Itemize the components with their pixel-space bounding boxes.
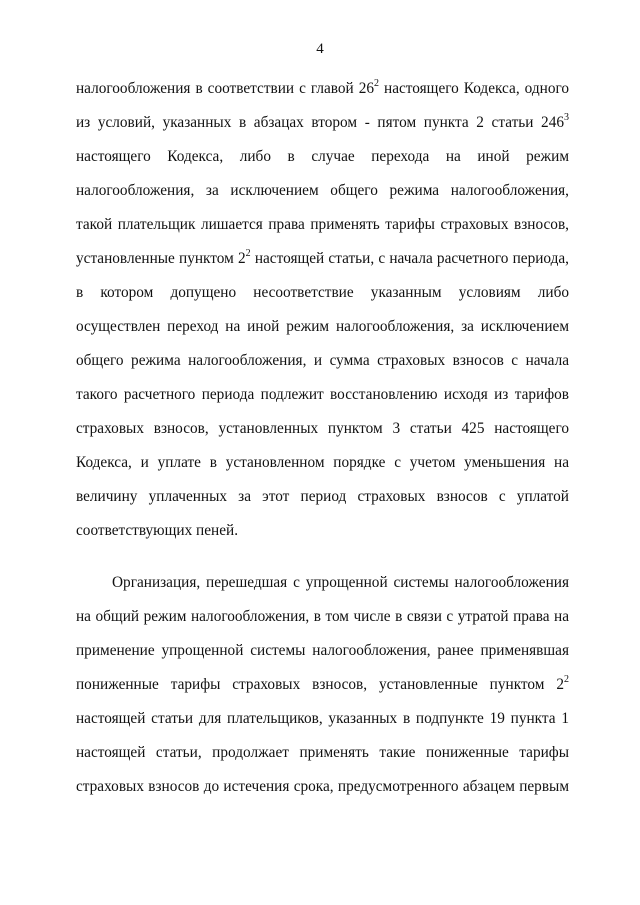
- text-line: [76, 566, 569, 600]
- page-number: 4: [316, 41, 324, 57]
- text-run: соответствующих пеней.: [76, 522, 239, 539]
- superscript: 3: [564, 112, 569, 123]
- text-run: такого расчетного периода подлежит восстановлению исходя из тарифов: [76, 386, 569, 403]
- text-run: величину уплаченных за этот период страховых взносов с уплатой: [76, 488, 569, 505]
- text-run: Кодекса, и уплате в установленном порядке с учетом уменьшения на: [76, 454, 569, 471]
- text-line: [76, 174, 569, 208]
- text-run: страховых взносов, установленных пунктом 3 статьи 425 настоящего: [76, 420, 569, 437]
- text-run: на общий режим налогообложения, в том числе в связи с утратой права на: [76, 608, 569, 625]
- text-line: [76, 208, 569, 242]
- text-line: [76, 770, 569, 804]
- text-line: [76, 514, 569, 548]
- text-line: [76, 668, 569, 702]
- text-run: настоящей статьи, с начала расчетного периода,: [250, 250, 570, 267]
- superscript: 2: [245, 248, 251, 259]
- text-line: [76, 378, 569, 412]
- paragraph-gap: [76, 548, 569, 566]
- text-run: из условий, указанных в абзацах втором - пятом пункта 2 статьи 246: [76, 114, 564, 131]
- document-body: [76, 72, 569, 804]
- text-run: пониженные тарифы страховых взносов, установленные пунктом 2: [76, 676, 564, 693]
- superscript: 2: [374, 78, 380, 89]
- text-line: [76, 600, 569, 634]
- text-line: [76, 702, 569, 736]
- text-line: [76, 72, 569, 106]
- text-run: страховых взносов до истечения срока, предусмотренного абзацем первым: [76, 778, 569, 795]
- paragraph: [76, 566, 569, 804]
- paragraph: [76, 72, 569, 548]
- text-line: [76, 634, 569, 668]
- text-line: [76, 140, 569, 174]
- text-run: такой плательщик лишается права применять тарифы страховых взносов,: [76, 216, 569, 233]
- text-run: применение упрощенной системы налогообложения, ранее применявшая: [76, 642, 569, 659]
- text-line: [76, 736, 569, 770]
- superscript: 2: [564, 674, 569, 685]
- text-line: [76, 412, 569, 446]
- text-run: налогообложения в соответствии с главой 26: [76, 80, 375, 97]
- text-line: [76, 106, 569, 140]
- text-line: [76, 242, 569, 276]
- text-run: настоящей статьи, продолжает применять такие пониженные тарифы: [76, 744, 569, 761]
- text-line: [76, 344, 569, 378]
- text-run: налогообложения, за исключением общего режима налогообложения,: [76, 182, 569, 199]
- text-run: установленные пунктом 2: [76, 250, 246, 267]
- text-run: настоящей статьи для плательщиков, указанных в подпункте 19 пункта 1: [76, 710, 569, 727]
- text-line: [76, 446, 569, 480]
- text-line: [76, 310, 569, 344]
- text-line: [76, 480, 569, 514]
- text-run: в котором допущено несоответствие указанным условиям либо: [76, 284, 569, 301]
- text-run: осуществлен переход на иной режим налогообложения, за исключением: [76, 318, 569, 335]
- text-run: Организация, перешедшая с упрощенной системы налогообложения: [112, 574, 569, 591]
- text-run: общего режима налогообложения, и сумма страховых взносов с начала: [76, 352, 569, 369]
- text-run: настоящего Кодекса, одного: [379, 80, 570, 97]
- text-run: настоящего Кодекса, либо в случае перехода на иной режим: [76, 148, 569, 165]
- text-line: [76, 276, 569, 310]
